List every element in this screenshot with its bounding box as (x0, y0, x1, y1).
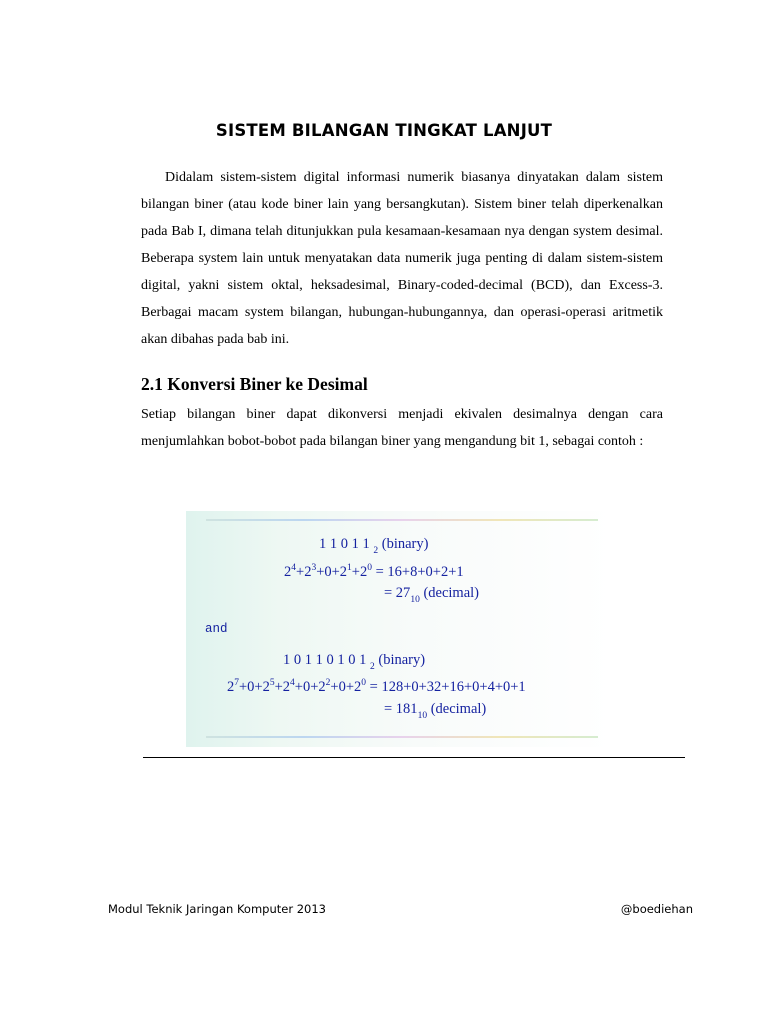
figure-connector: and (205, 622, 228, 636)
example2-final-base: 10 (417, 711, 428, 721)
example1-binary-line (319, 536, 428, 556)
example2-term: $2^4+0+$ (282, 678, 319, 695)
example1-final-value: = 27 (384, 585, 411, 601)
example1-term: $2^1+$ (339, 563, 360, 580)
page-title: SISTEM BILANGAN TINGKAT LANJUT (215, 121, 553, 140)
example1-binary-note: (binary) (381, 536, 429, 552)
footer-author-handle: @boediehan (620, 902, 693, 916)
example2-final-value: = 181 (384, 701, 418, 717)
example2-sum-result: = 128+0+32+16+0+4+0+1 (366, 679, 526, 695)
section-heading: 2.1 Konversi Biner ke Desimal (141, 374, 368, 394)
section-paragraph: Setiap bilangan biner dapat dikonversi menjadi ekivalen desimalnya dengan cara menjumlahkan bobot-bobot pada bilangan biner yang mengandung bit 1, sebagai contoh : (141, 407, 663, 449)
intro-paragraph: Didalam sistem-sistem digital informasi numerik biasanya dinyatakan dalam sistem bilangan biner (atau kode biner lain yang bersangkutan). Sistem biner telah diperkenalkan pada Bab I, dimana telah ditunjukkan pula kesamaan-kesamaan nya dengan system desimal. Beberapa system lain untuk menyatakan data numerik juga penting di dalam sistem-sistem digital, yakni sistem oktal, heksadesimal, Binary-coded-decimal (BCD), dan Excess-3. Berbagai macam system bilangan, hubungan-hubungannya, dan operasi-operasi aritmetik akan dibahas pada bab ini. (141, 170, 663, 347)
example1-final-base: 10 (410, 595, 420, 605)
example2-final-note: (decimal) (430, 701, 487, 717)
figure-bottom-rule (206, 736, 598, 738)
example2-sum-line (227, 678, 526, 696)
example1-sum-line (284, 563, 464, 581)
figure-top-rule (206, 519, 598, 521)
example2-binary: 1 0 1 1 0 1 0 1 (283, 652, 367, 668)
example1-sum-result: = 16+8+0+2+1 (371, 564, 464, 580)
example2-term: $2^0$ (354, 678, 367, 695)
example2-binary-base: 2 (370, 662, 375, 672)
example1-term: $2^3+0+$ (304, 563, 340, 580)
example1-binary-base: 2 (373, 546, 379, 556)
example1-term: $2^4+$ (284, 563, 305, 580)
example2-term: $2^2+0+$ (318, 678, 355, 695)
example2-term: $2^7+0+$ (227, 678, 263, 695)
example1-term: $2^0$ (359, 563, 372, 580)
footer-module-title: Modul Teknik Jaringan Komputer 2013 (108, 902, 326, 916)
binary-conversion-figure (186, 511, 612, 747)
example1-final-note: (decimal) (423, 585, 479, 601)
example1-binary: 1 1 0 1 1 (319, 536, 370, 552)
example2-binary-line (283, 652, 425, 672)
footer-divider (143, 757, 685, 758)
example2-final-line (384, 701, 486, 721)
example1-final-line (384, 585, 479, 605)
example2-term: $2^5+$ (262, 678, 283, 695)
example2-binary-note: (binary) (378, 652, 426, 668)
